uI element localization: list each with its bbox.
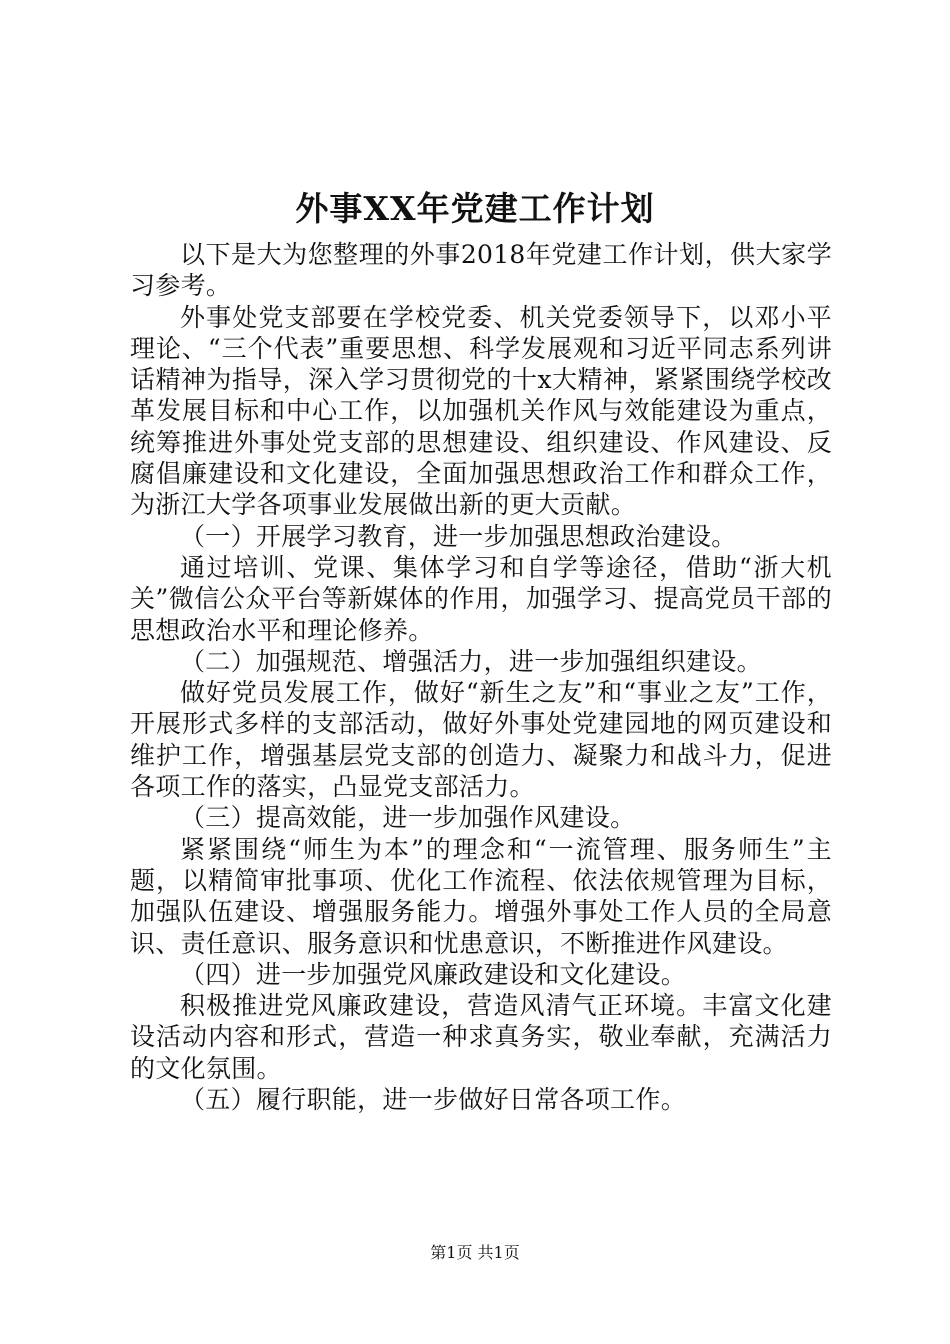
paragraph-section-4: 积极推进党风廉政建设，营造风清气正环境。丰富文化建设活动内容和形式，营造一种求真务实，敬业奉献，充满活力的文化氛围。 (130, 991, 832, 1083)
paragraph-section-3: 紧紧围绕“师生为本”的理念和“一流管理、服务师生”主题，以精简审批事项、优化工作流程、依法依规管理为目标，加强队伍建设、增强服务能力。增强外事处工作人员的全局意识、责任意识、服务意识和忧患意识，不断推进作风建设。 (130, 834, 832, 958)
paragraph-section-1: 通过培训、党课、集体学习和自学等途径，借助“浙大机关”微信公众平台等新媒体的作用，加强学习、提高党员干部的思想政治水平和理论修养。 (130, 552, 832, 645)
document-title: 外事XX年党建工作计划 (295, 189, 655, 228)
section-heading-3: （三）提高效能，进一步加强作风建设。 (180, 803, 636, 833)
section-heading-1: （一）开展学习教育，进一步加强思想政治建设。 (180, 521, 737, 551)
section-heading-5: （五）履行职能，进一步做好日常各项工作。 (180, 1085, 687, 1115)
paragraph-intro: 以下是大为您整理的外事2018年党建工作计划，供大家学习参考。 (130, 240, 832, 301)
paragraph-overview: 外事处党支部要在学校党委、机关党委领导下，以邓小平理论、“三个代表”重要思想、科学发展观和习近平同志系列讲话精神为指导，深入学习贯彻党的十x大精神，紧紧围绕学校改革发展目标和中心工作，以加强机关作风与效能建设为重点，统筹推进外事处党支部的思想建设、组织建设、作风建设、反腐倡廉建设和文化建设，全面加强思想政治工作和群众工作，为浙江大学各项事业发展做出新的更大贡献。 (130, 302, 832, 520)
page-footer: 第1页 共1页 (430, 1243, 520, 1262)
paragraph-section-2: 做好党员发展工作，做好“新生之友”和“事业之友”工作，开展形式多样的支部活动，做好外事处党建园地的网页建设和维护工作，增强基层党支部的创造力、凝聚力和战斗力，促进各项工作的落实，凸显党支部活力。 (130, 678, 832, 802)
document-body (130, 239, 832, 1115)
section-heading-4: （四）进一步加强党风廉政建设和文化建设。 (180, 959, 687, 989)
section-heading-2: （二）加强规范、增强活力，进一步加强组织建设。 (180, 646, 762, 676)
